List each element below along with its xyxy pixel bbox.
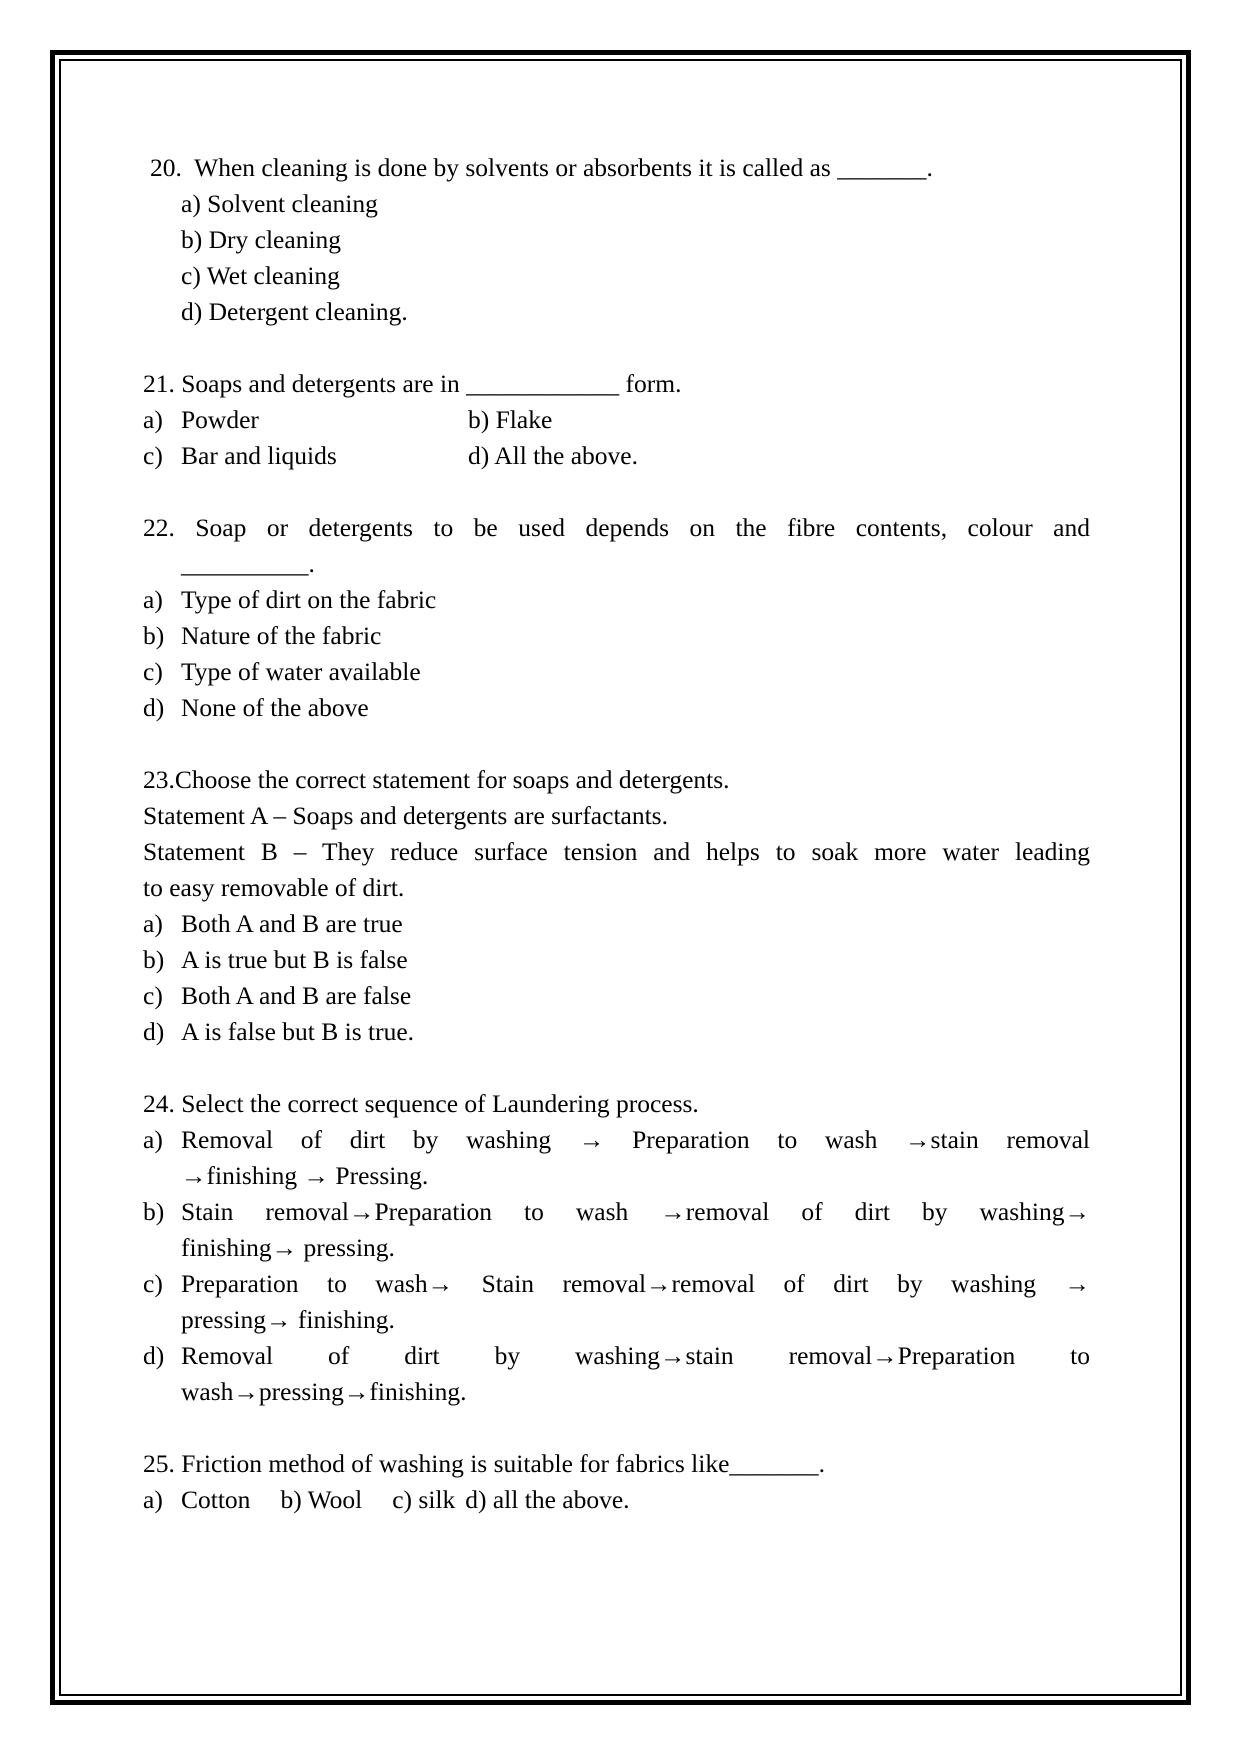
option-c[interactable]: c) Bar and liquids — [143, 441, 337, 470]
option-a[interactable]: a) Powder — [143, 405, 259, 434]
question-number: 24. — [143, 1089, 175, 1118]
question-21 — [143, 366, 1090, 474]
option-b[interactable]: b) Nature of the fabric — [143, 621, 382, 650]
option-a[interactable]: a) Both A and B are true — [143, 909, 403, 938]
question-24-stem — [143, 1086, 1090, 1122]
option-d[interactable]: d) None of the above — [143, 693, 369, 722]
option-row: a) Cotton b) Wool c) silk d) all the above. — [143, 1485, 630, 1514]
question-text: Friction method of washing is suitable for fabrics like_______. — [181, 1449, 826, 1478]
option-c[interactable]: c) Type of water available — [143, 657, 421, 686]
question-number: 22. — [143, 513, 175, 542]
option-b[interactable]: b) Stain removal→Preparation to wash →removal of dirt by washing→ finishing→ pressing. — [143, 1197, 1090, 1262]
option-c[interactable]: c) Preparation to wash→ Stain removal→removal of dirt by washing → pressing→ finishing. — [143, 1269, 1090, 1334]
option-d[interactable]: d) Detergent cleaning. — [181, 297, 408, 326]
option-a[interactable]: a) Removal of dirt by washing → Preparation to wash →stain removal →finishing → Pressing. — [143, 1125, 1090, 1190]
question-number: 21. — [143, 369, 175, 398]
option-d[interactable]: d) A is false but B is true. — [143, 1017, 415, 1046]
option-c[interactable]: c) silk — [392, 1485, 456, 1514]
question-23-stem — [143, 762, 1090, 798]
question-25-stem — [143, 1446, 1090, 1482]
question-number: 23. — [143, 765, 175, 794]
question-number: 25. — [143, 1449, 175, 1478]
statement-a: Statement A – Soaps and detergents are surfactants. — [143, 801, 668, 830]
question-text: Select the correct sequence of Laundering process. — [181, 1089, 699, 1118]
option-b[interactable]: b) Flake — [468, 405, 553, 434]
question-text: Soaps and detergents are in ____________ form. — [181, 369, 682, 398]
question-22 — [143, 510, 1090, 726]
question-sheet — [143, 150, 1090, 1518]
option-b[interactable]: b) Dry cleaning — [181, 225, 342, 254]
question-25 — [143, 1446, 1090, 1518]
option-a[interactable]: a) Type of dirt on the fabric — [143, 585, 437, 614]
question-20 — [143, 150, 1090, 330]
statement-b: Statement B – They reduce surface tension and helps to soak more water leading — [143, 837, 1090, 866]
question-21-stem — [143, 366, 1090, 402]
option-c[interactable]: c) Wet cleaning — [181, 261, 340, 290]
question-text: When cleaning is done by solvents or absorbents it is called as _______. — [194, 153, 933, 182]
option-b[interactable]: b) Wool — [280, 1485, 363, 1514]
option-a[interactable]: Cotton — [181, 1485, 251, 1514]
option-d[interactable]: d) All the above. — [468, 441, 638, 470]
question-blank: __________. — [181, 549, 315, 578]
option-b[interactable]: b) A is true but B is false — [143, 945, 408, 974]
option-d[interactable]: d) all the above. — [465, 1485, 630, 1514]
question-22-stem — [143, 510, 1090, 546]
option-c[interactable]: c) Both A and B are false — [143, 981, 412, 1010]
question-text: Choose the correct statement for soaps and detergents. — [174, 765, 730, 794]
question-text: Soap or detergents to be used depends on the fibre contents, colour and — [195, 513, 1090, 542]
question-20-stem — [143, 150, 1090, 186]
option-d[interactable]: d) Removal of dirt by washing→stain removal→Preparation to wash→pressing→finishing. — [143, 1341, 1090, 1406]
statement-b-continued: to easy removable of dirt. — [143, 873, 405, 902]
question-24 — [143, 1086, 1090, 1410]
question-23 — [143, 762, 1090, 1050]
question-number: 20. — [150, 153, 182, 182]
option-a[interactable]: a) Solvent cleaning — [181, 189, 378, 218]
